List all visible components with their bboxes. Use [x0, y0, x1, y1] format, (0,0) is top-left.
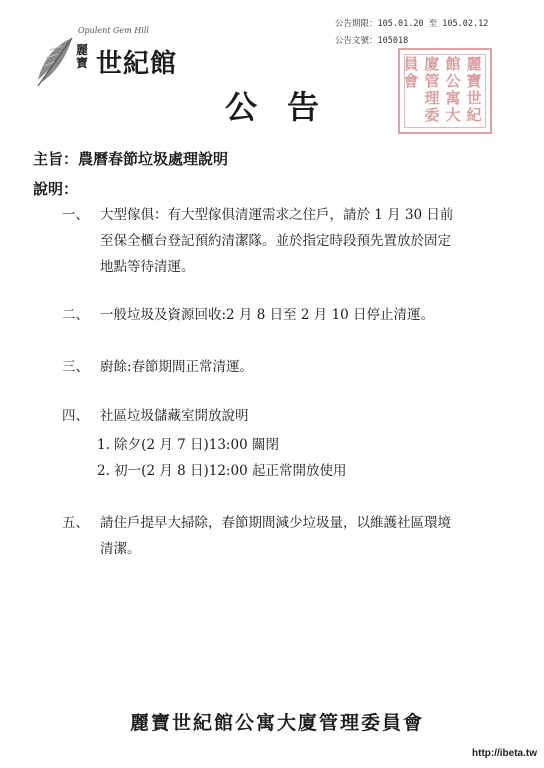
item-text	[100, 202, 453, 280]
item-line: 一般垃圾及資源回收:2 月 8 日至 2 月 10 日停止清運。	[100, 307, 435, 323]
subject-label: 主旨：	[33, 150, 79, 168]
subject-text: 農曆春節垃圾處理說明	[78, 150, 229, 168]
item-line: 請住戶提早大掃除，春節期間減少垃圾量，以維護社區環境	[100, 515, 451, 531]
subject-line	[33, 148, 228, 169]
item-number: 五、	[62, 515, 89, 531]
item-number: 二、	[62, 307, 89, 323]
item-number: 四、	[62, 408, 89, 424]
page-title: 公告	[224, 88, 349, 126]
seal-column: 廈管理委	[424, 55, 440, 124]
period-row	[335, 16, 488, 33]
doc-number-value: 105018	[377, 36, 409, 46]
doc-number-label: 公告文號：	[335, 36, 378, 46]
item-line: 清潔。	[100, 541, 141, 557]
description-label: 說明：	[33, 180, 79, 198]
item-line: 廚餘:春節期間正常清運。	[100, 359, 254, 375]
sub-item: 2. 初一(2 月 8 日)12:00 起正常開放使用	[97, 463, 347, 479]
logo-small-text: 麗寶	[76, 43, 89, 70]
seal-column: 館公寓大	[445, 55, 461, 124]
source-watermark: http://ibeta.tw	[469, 747, 540, 760]
logo-script-text: Opulent Gem Hill	[78, 26, 149, 35]
committee-signature: 麗寶世紀館公寓大廈管理委員會	[129, 712, 424, 734]
logo-big-text: 世紀館	[96, 49, 178, 79]
item-line: 大型傢俱：有大型傢俱清運需求之住戶，請於 1 月 30 日前	[100, 207, 454, 223]
period-value: 105.01.20 至 105.02.12	[377, 19, 489, 29]
item-text	[100, 510, 451, 562]
item-text	[100, 302, 434, 328]
period-label: 公告期限：	[335, 19, 378, 29]
item-number: 一、	[62, 207, 89, 223]
sub-item: 1. 除夕(2 月 7 日)13:00 關閉	[97, 437, 279, 453]
item-line: 社區垃圾儲藏室開放說明	[100, 408, 249, 424]
item-line: 地點等待清運。	[100, 259, 195, 275]
seal-column: 麗寶世紀	[466, 55, 482, 124]
item-line: 至保全櫃台登記預約清潔隊。並於指定時段預先置放於固定	[100, 233, 451, 249]
item-text	[100, 354, 253, 380]
item-text	[100, 403, 249, 429]
seal-column: 員會	[403, 55, 419, 90]
announcement-meta	[335, 16, 488, 50]
item-number: 三、	[62, 359, 89, 375]
